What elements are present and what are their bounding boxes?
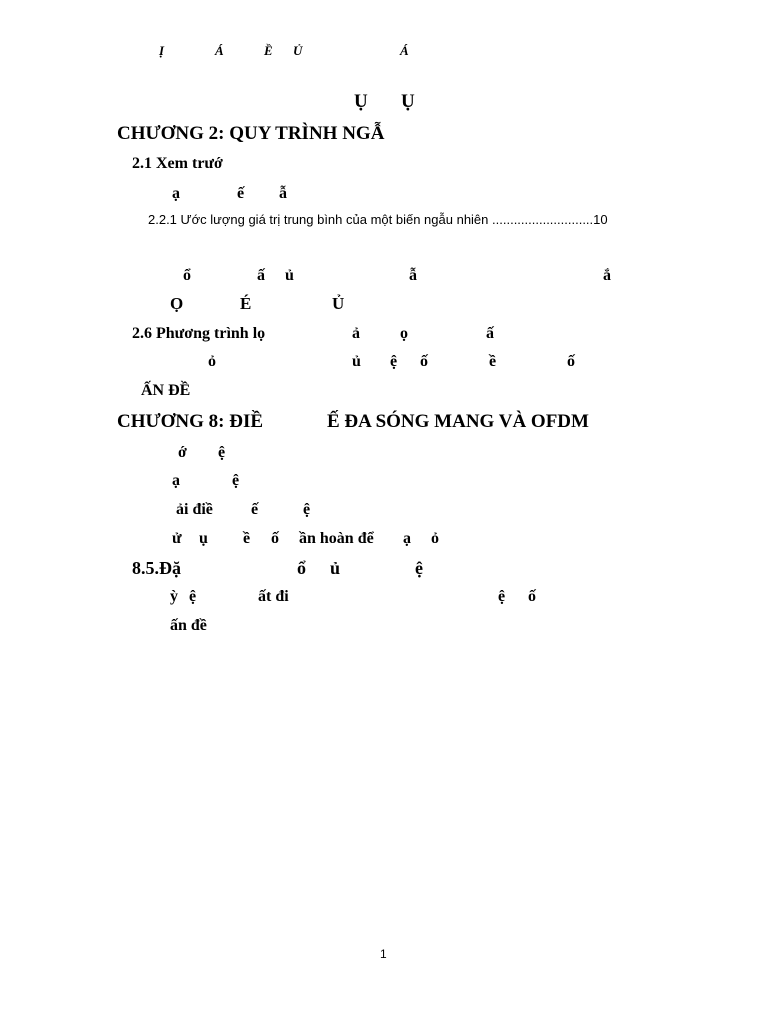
line-j-frag-5: ố (528, 588, 536, 605)
sec-8-5-frag-3: ệ (415, 558, 423, 578)
section-2-1: 2.1 Xem trướ (132, 155, 223, 172)
line-d-frag-6: ố (567, 353, 575, 370)
header-fragment-1: Ị (159, 43, 165, 58)
line-j-frag-1: ỳ (170, 588, 178, 605)
line-a-frag-3: ẫ (279, 185, 287, 202)
sec-8-5-frag-1: ổ (297, 558, 306, 578)
line-b-frag-1: ổ (183, 267, 191, 284)
line-i-frag-6: ạ (403, 530, 411, 547)
sec-2-6-frag-2: ọ (400, 325, 408, 342)
line-h-frag-3: ệ (303, 501, 311, 518)
line-d-frag-2: ủ (352, 353, 361, 370)
toc-entry-text: 2.2.1 Ước lượng giá trị trung bình của một biến ngẫu nhiên (148, 212, 489, 227)
line-j-frag-3: ất đi (258, 588, 289, 605)
line-i-frag-5: ần hoàn để (299, 530, 374, 547)
line-b-frag-2: ấ (257, 267, 265, 284)
header-fragment-4: Ủ (293, 43, 303, 58)
line-a-frag-1: ạ (172, 185, 180, 202)
toc-entry-page: 10 (593, 212, 608, 227)
line-g-frag-2: ệ (232, 472, 240, 489)
line-e: ẤN ĐỀ (141, 382, 191, 399)
line-f-frag-2: ệ (218, 444, 226, 461)
line-j-frag-2: ệ (189, 588, 197, 605)
sec-8-5-frag-2: ủ (330, 558, 341, 578)
line-k: ấn đề (170, 617, 207, 634)
line-b-frag-5: ắ (603, 267, 611, 284)
line-h-frag-2: ế (251, 501, 259, 518)
line-i-frag-2: ụ (199, 530, 208, 547)
chapter-2-title: CHƯƠNG 2: QUY TRÌNH NGẪ (117, 123, 385, 144)
line-i-frag-3: ề (243, 530, 251, 547)
line-c-frag-1: Ọ (170, 294, 184, 313)
chapter-8-title-left: CHƯƠNG 8: ĐIỀ (117, 411, 264, 432)
line-d-frag-4: ố (420, 353, 428, 370)
line-f-frag-1: ớ (178, 444, 187, 461)
line-j-frag-4: ệ (498, 588, 506, 605)
section-8-5: 8.5.Đặ (132, 558, 181, 578)
line-i-frag-1: ử (172, 530, 182, 547)
line-d-frag-5: ề (489, 353, 497, 370)
line-g-frag-1: ạ (172, 472, 180, 489)
page-number: 1 (380, 947, 387, 961)
line-b-frag-4: ẫ (409, 267, 417, 284)
line-h-frag-1: ải điề (176, 501, 213, 518)
toc-heading-fragment-1: Ụ (354, 91, 368, 112)
line-c-frag-3: Ủ (332, 294, 345, 313)
chapter-8-title-right: Ế ĐA SÓNG MANG VÀ OFDM (327, 411, 589, 432)
sec-2-6-frag-3: ấ (486, 325, 494, 342)
header-fragment-3: Ề (264, 43, 273, 58)
header-fragment-5: Á (400, 43, 409, 58)
toc-entry-leader: ............................ (488, 212, 594, 227)
line-b-frag-3: ủ (285, 267, 294, 284)
toc-entry-2-2-1[interactable] (148, 213, 608, 226)
line-c-frag-2: É (240, 294, 252, 313)
line-d-frag-1: ỏ (208, 353, 216, 370)
line-a-frag-2: ế (237, 185, 245, 202)
section-2-6: 2.6 Phương trình lọ (132, 325, 266, 342)
line-i-frag-7: ỏ (431, 530, 439, 547)
sec-2-6-frag-1: ả (352, 325, 360, 342)
header-fragment-2: Á (215, 43, 224, 58)
line-d-frag-3: ệ (390, 353, 398, 370)
line-i-frag-4: ố (271, 530, 279, 547)
toc-heading-fragment-2: Ụ (401, 91, 415, 112)
